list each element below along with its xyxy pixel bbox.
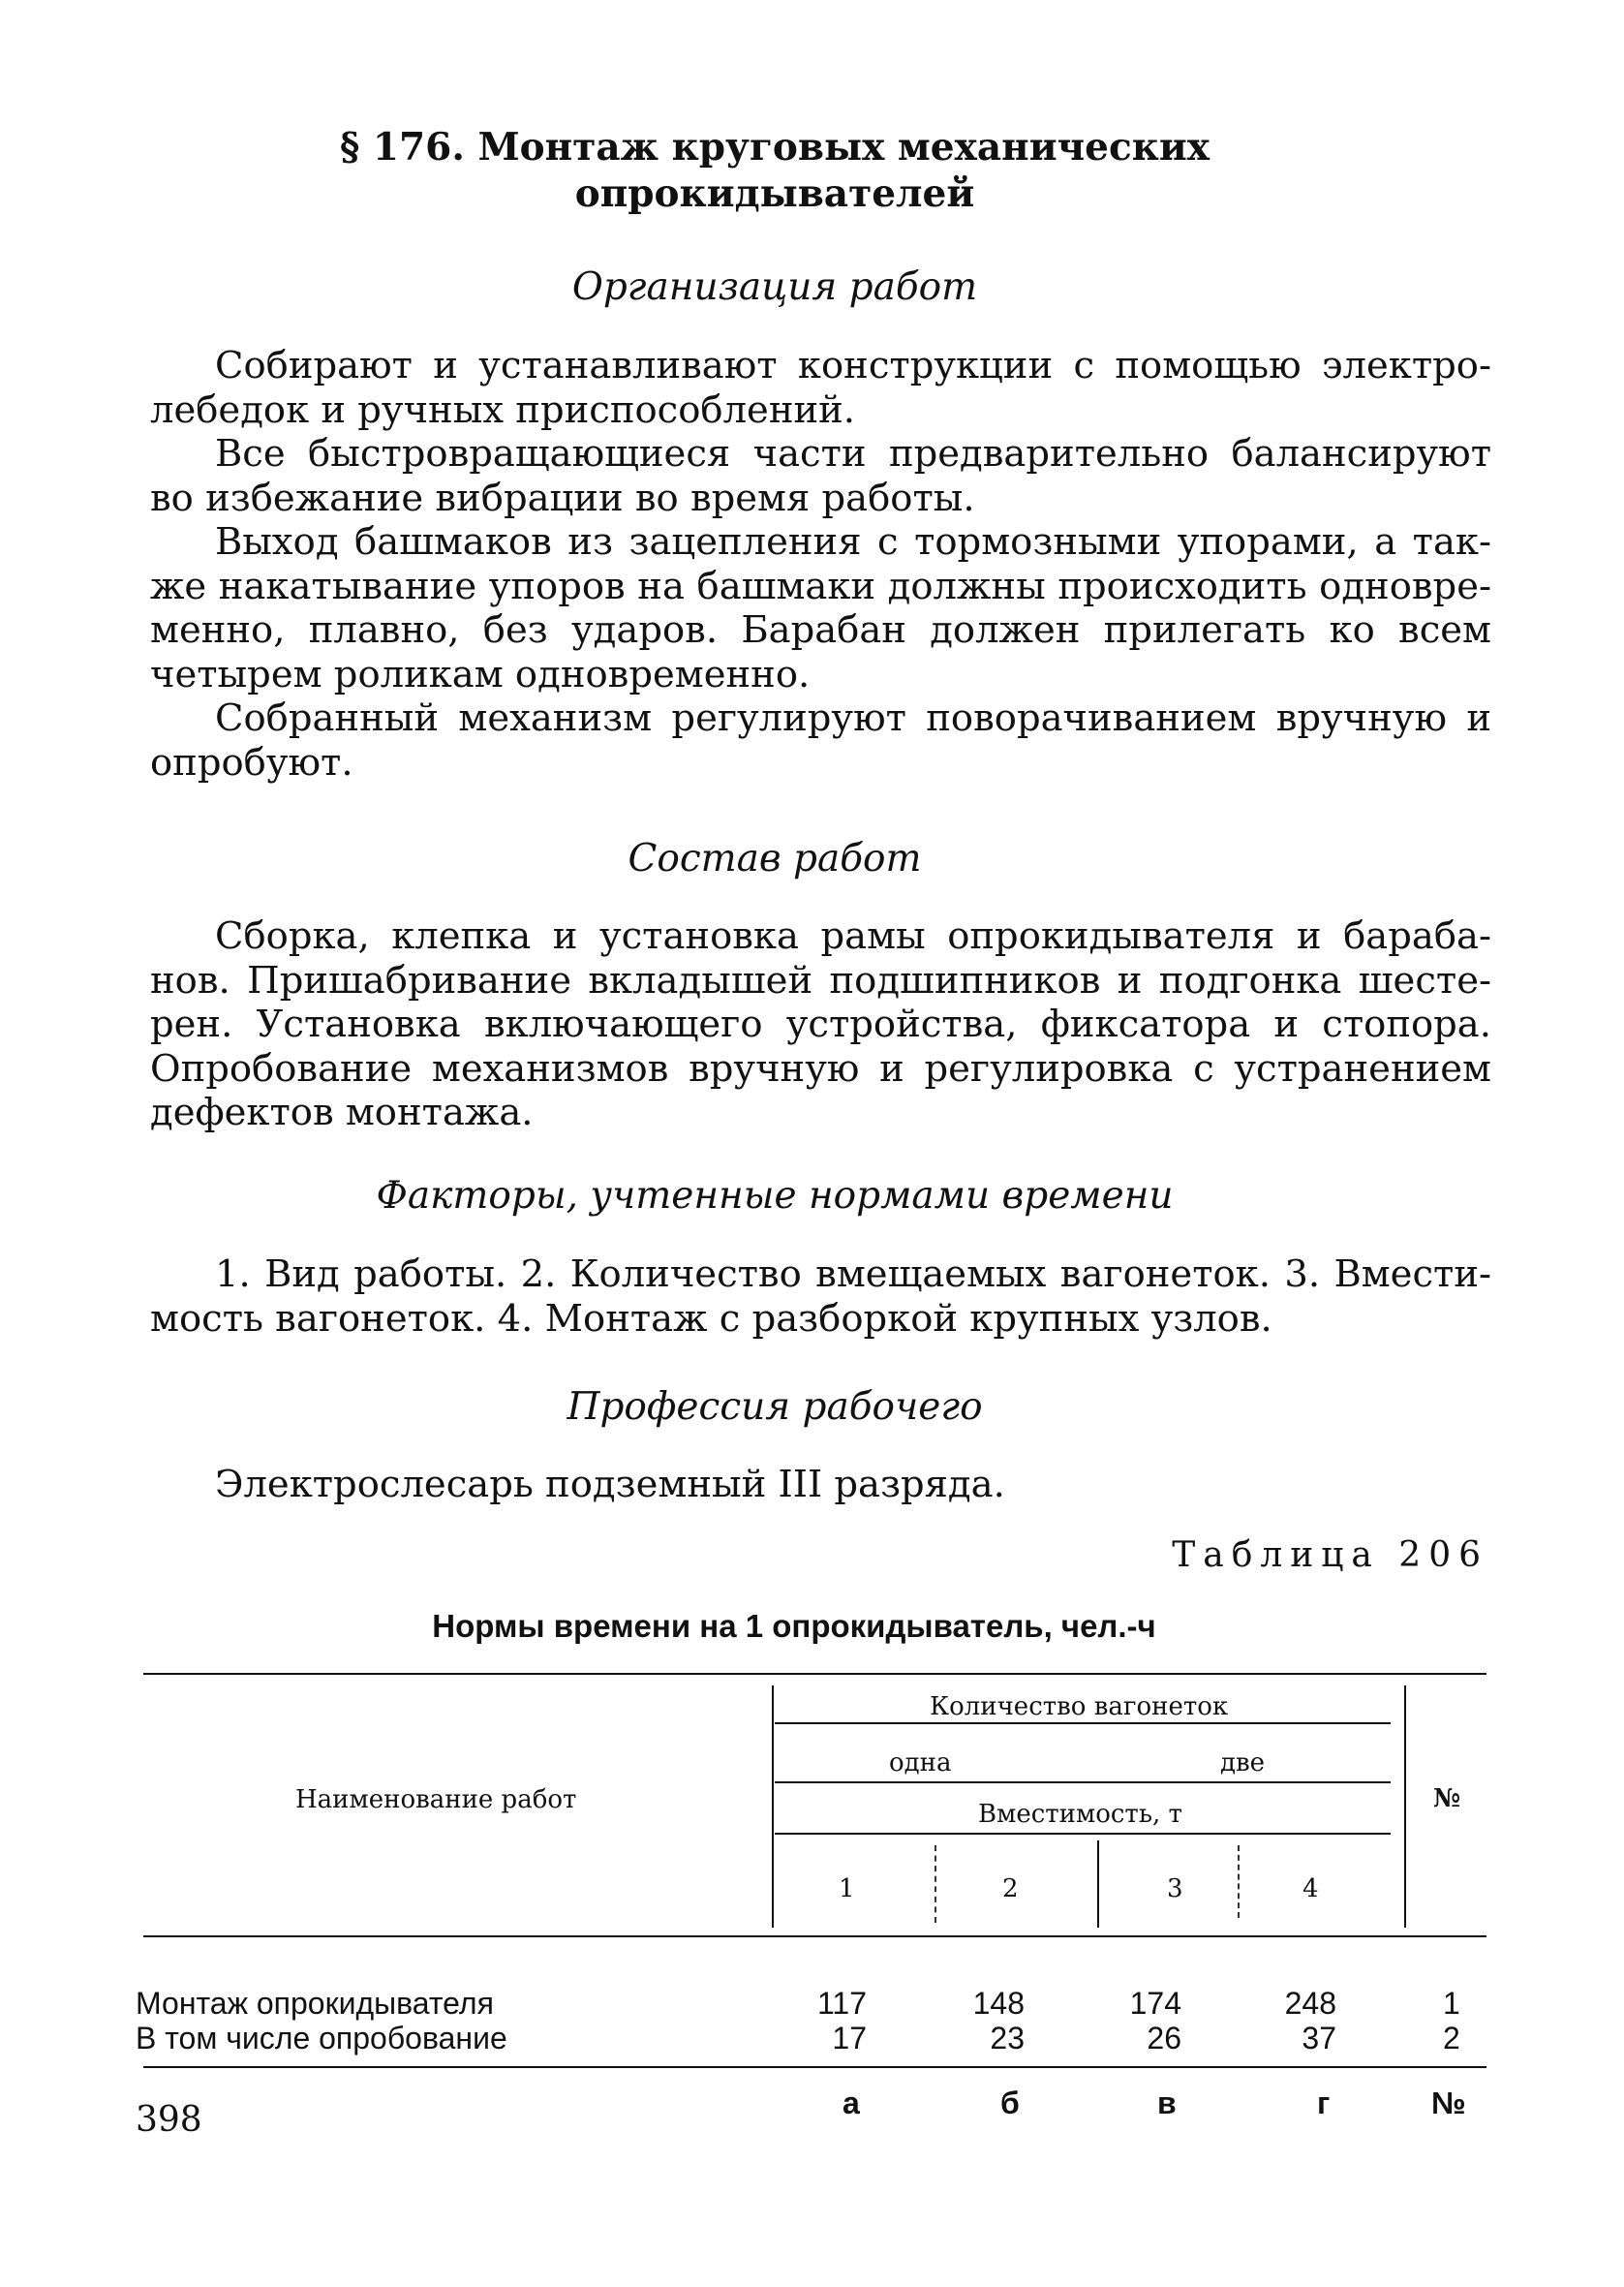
profession-text: Электрослесарь подземный III разряда. (215, 1463, 1005, 1506)
row-2-value-d: 37 (1302, 2021, 1336, 2055)
footer-no: № (1431, 2086, 1466, 2120)
profession-title: Профессия рабочего (567, 1385, 983, 1429)
organization-paragraph-1: Собирают и устанавливают конструкции с помощью электро-лебедок и ручных приспособлений. (150, 344, 1491, 432)
row-1-value-a: 117 (816, 1986, 867, 2021)
column-letter-d: г (1317, 2086, 1331, 2120)
table-number: Таблица 206 (1172, 1535, 1488, 1575)
table-divider-name (772, 1685, 774, 1928)
row-2-value-b: 23 (990, 2021, 1025, 2055)
composition-title: Состав работ (628, 837, 922, 881)
table-divider-two (1097, 1840, 1099, 1928)
header-no: № (1433, 1784, 1461, 1813)
table-dash-2 (1238, 1845, 1240, 1918)
page-number: 398 (136, 2100, 202, 2140)
organization-title: Организация работ (571, 265, 978, 309)
capacity-2: 2 (1002, 1874, 1019, 1903)
factors-text: 1. Вид работы. 2. Количество вмещаемых вагонеток. 3. Вмести-мость вагонеток. 4. Монтаж с разборкой крупных узлов. (150, 1252, 1491, 1341)
table-rule-one-two (775, 1781, 1391, 1783)
row-2-name: В том числе опробование (136, 2021, 507, 2055)
header-capacity: Вместимость, т (978, 1800, 1182, 1829)
table-body-bottom-rule (143, 2066, 1486, 2068)
organization-paragraph-3: Выход башмаков из зацепления с тормозными упорами, а так-же накатывание упоров на башмаки должны происходить одновре-менно, плавно, без ударов. Барабан должен прилегать ко всем четырем роликам одновременно. (150, 520, 1491, 696)
header-two: две (1220, 1748, 1266, 1777)
header-count: Количество вагонеток (930, 1692, 1229, 1721)
row-1-value-c: 174 (1129, 1986, 1181, 2021)
table-dash-1 (935, 1845, 936, 1923)
table-header-bottom-rule (143, 1935, 1486, 1937)
row-2-value-c: 26 (1147, 2021, 1181, 2055)
table-rule-capacity (775, 1833, 1391, 1835)
row-1-value-d: 248 (1284, 1986, 1336, 2021)
table-title: Нормы времени на 1 опрокидыватель, чел.-ч (432, 1608, 1156, 1644)
header-one: одна (889, 1748, 952, 1777)
organization-paragraph-4: Собранный механизм регулируют поворачиванием вручную и опробуют. (150, 696, 1491, 785)
table-divider-no (1404, 1685, 1406, 1928)
factors-title: Факторы, учтенные нормами времени (376, 1174, 1174, 1218)
section-heading (291, 124, 1259, 217)
column-letter-a: а (843, 2086, 860, 2120)
column-letter-b: б (1000, 2086, 1020, 2120)
capacity-1: 1 (839, 1874, 855, 1903)
table-top-rule (143, 1673, 1486, 1675)
composition-text: Сборка, клепка и установка рамы опрокидывателя и бараба-нов. Пришабривание вкладышей подшипников и подгонка шесте-рен. Установка включающего устройства, фиксатора и стопора. Опробование механизмов вручную и регулировка с устранением дефектов монтажа. (150, 914, 1491, 1134)
section-heading-line1: § 176. Монтаж круговых механических (339, 125, 1210, 170)
capacity-3: 3 (1167, 1874, 1183, 1903)
row-2-no: 2 (1443, 2021, 1460, 2055)
capacity-4: 4 (1302, 1874, 1319, 1903)
organization-paragraph-2: Все быстровращающиеся части предварительно балансируют во избежание вибрации во время работы. (150, 432, 1491, 520)
section-heading-line2: опрокидывателей (574, 171, 975, 216)
row-1-name: Монтаж опрокидывателя (136, 1986, 494, 2021)
row-1-no: 1 (1443, 1986, 1460, 2021)
column-letter-c: в (1157, 2086, 1177, 2120)
header-name: Наименование работ (295, 1785, 577, 1814)
table-rule-count (775, 1722, 1391, 1724)
row-2-value-a: 17 (832, 2021, 867, 2055)
row-1-value-b: 148 (972, 1986, 1025, 2021)
